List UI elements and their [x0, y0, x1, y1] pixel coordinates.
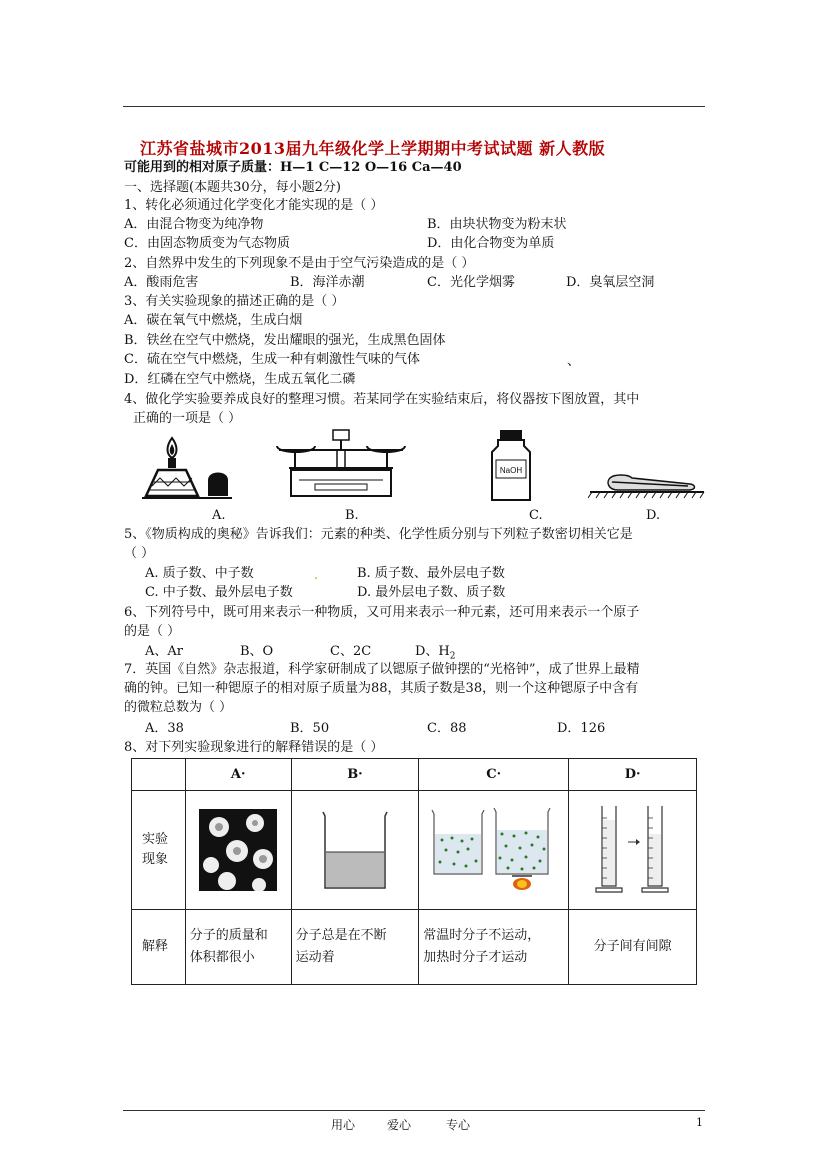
q6-stem-2: 的是（ ） [124, 624, 181, 639]
alcohol-lamp-figure [136, 430, 236, 502]
q3-option-a: A．碳在氧气中燃烧，生成白烟 [124, 313, 303, 328]
table-header-row [132, 759, 697, 791]
explanation-d: 分子间有间隙 [569, 910, 697, 985]
beaker-figure [317, 808, 393, 892]
q3-stem: 3、有关实验现象的描述正确的是（ ） [124, 294, 345, 309]
explanation-c [419, 910, 569, 985]
explanation-a [185, 910, 291, 985]
row-label-explanation: 解释 [132, 910, 186, 985]
q6-option-c: C、2C [330, 644, 372, 659]
q5-option-c: C. 中子数、最外层电子数 [145, 585, 293, 600]
explanation-b-line1: 分子总是在不断 [295, 928, 387, 943]
q2-option-d: D．臭氧层空洞 [566, 275, 655, 290]
q6-option-a: A、Ar [145, 644, 183, 659]
q7-stem-3: 的微粒总数为（ ） [124, 700, 233, 715]
cell-image-d [569, 791, 697, 910]
header-rule [123, 106, 705, 107]
q8-table [131, 758, 697, 985]
q1-option-d: D．由化合物变为单质 [427, 236, 555, 251]
test-tube-figure [588, 470, 706, 500]
q4-label-c: C. [529, 508, 543, 523]
q5-stray-dot: . [314, 568, 319, 583]
molecule-photo-figure [199, 809, 277, 891]
q2-stem: 2、自然界中发生的下列现象不是由于空气污染造成的是（ ） [124, 256, 475, 271]
q1-option-b: B．由块状物变为粉末状 [427, 217, 567, 232]
page-number: 1 [696, 1116, 703, 1129]
q5-stem-2: （ ） [124, 546, 155, 561]
footer-item-3: 专心 [446, 1118, 471, 1132]
q5-option-d: D. 最外层电子数、质子数 [357, 585, 506, 600]
q3-option-d: D．红磷在空气中燃烧，生成五氧化二磷 [124, 372, 356, 387]
q2-option-b: B．海洋赤潮 [290, 275, 365, 290]
q4-label-b: B. [345, 508, 359, 523]
q1-option-c: C．由固态物质变为气态物质 [124, 236, 290, 251]
row-label-phenomenon-1: 实验 [142, 832, 169, 847]
explanation-b [291, 910, 419, 985]
q6-option-d-text: D、H [415, 644, 450, 659]
cell-image-b [291, 791, 419, 910]
header-cell-d: D· [569, 759, 697, 791]
diffusion-beakers-figure [428, 804, 560, 896]
q3-stray-mark: 、 [567, 354, 581, 369]
balance-figure [275, 428, 407, 502]
cell-image-c [419, 791, 569, 910]
row-label-phenomenon-2: 现象 [142, 852, 169, 867]
q7-stem-2: 确的钟。已知一种锶原子的相对原子质量为88，其质子数是38，则一个这种锶原子中含有 [124, 681, 639, 696]
footer-rule [123, 1110, 705, 1111]
q7-option-c: C．88 [427, 721, 467, 736]
row-label-phenomenon [132, 791, 186, 910]
q3-option-c: C．硫在空气中燃烧，生成一种有刺激性气味的气体 [124, 352, 420, 367]
table-row-explanation [132, 910, 697, 985]
header-cell-a: A· [185, 759, 291, 791]
explanation-a-line1: 分子的质量和 [189, 928, 268, 943]
explanation-c-line1: 常温时分子不运动， [423, 928, 541, 943]
q8-stem: 8、对下列实验现象进行的解释错误的是（ ） [124, 740, 384, 755]
q3-option-b: B．铁丝在空气中燃烧，发出耀眼的强光，生成黑色固体 [124, 333, 446, 348]
q5-option-b: B. 质子数、最外层电子数 [357, 566, 505, 581]
q5-stem-1: 5、《物质构成的奥秘》告诉我们：元素的种类、化学性质分别与下列粒子数密切相关它是 [124, 527, 633, 542]
q1-option-a: A．由混合物变为纯净物 [124, 217, 264, 232]
graduated-cylinders-figure [588, 800, 678, 900]
footer-item-2: 爱心 [387, 1118, 412, 1132]
q6-option-b: B、O [240, 644, 274, 659]
q7-option-d: D．126 [557, 721, 606, 736]
q6-stem-1: 6、下列符号中，既可用来表示一种物质，又可用来表示一种元素，还可用来表示一个原子 [124, 605, 640, 620]
q6-option-d-subscript: 2 [449, 651, 456, 662]
q2-option-c: C．光化学烟雾 [427, 275, 515, 290]
q5-option-a: A. 质子数、中子数 [145, 566, 254, 581]
q4-stem-1: 4、做化学实验要养成良好的整理习惯。若某同学在实验结束后，将仪器按下图放置，其中 [124, 392, 640, 407]
q7-option-a: A．38 [145, 721, 184, 736]
q4-label-a: A. [212, 508, 226, 523]
q2-option-a: A．酸雨危害 [124, 275, 199, 290]
naoh-label: NaOH [499, 466, 523, 475]
explanation-c-line2: 加热时分子才运动 [423, 950, 528, 965]
header-cell-c: C· [419, 759, 569, 791]
q4-label-d: D. [646, 508, 661, 523]
explanation-b-line2: 运动着 [295, 950, 335, 965]
section-heading: 一、选择题(本题共30分，每小题2分) [124, 180, 341, 195]
atomic-masses: 可能用到的相对原子质量：H—1 C—12 O—16 Ca—40 [124, 160, 462, 175]
footer-item-1: 用心 [331, 1118, 356, 1132]
table-row-phenomenon [132, 791, 697, 910]
cell-image-a [185, 791, 291, 910]
q1-stem: 1、转化必须通过化学变化才能实现的是（ ） [124, 198, 384, 213]
explanation-a-line2: 体积都很小 [189, 950, 255, 965]
q4-stem-2: 正确的一项是（ ） [133, 411, 242, 426]
page-title: 江苏省盐城市2013届九年级化学上学期期中考试试题 新人教版 [140, 139, 606, 158]
q7-option-b: B．50 [290, 721, 330, 736]
header-cell-empty [132, 759, 186, 791]
header-cell-b: B· [291, 759, 419, 791]
naoh-bottle-figure [488, 428, 534, 502]
q7-stem-1: 7．英国《自然》杂志报道，科学家研制成了以锶原子做钟摆的“光格钟”，成了世界上最精 [124, 662, 640, 677]
